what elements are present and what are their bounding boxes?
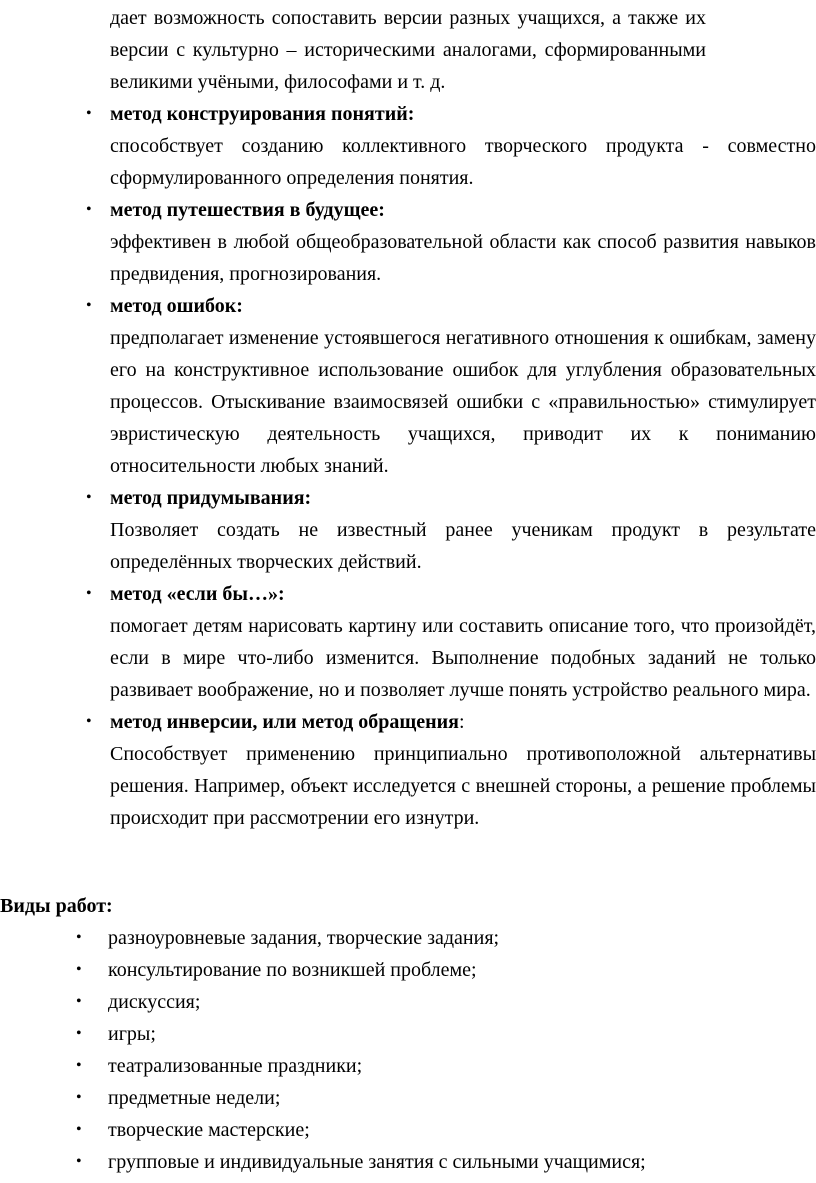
methods-section bbox=[0, 2, 816, 834]
bullet-icon: • bbox=[76, 1121, 82, 1138]
list-item: • групповые и индивидуальные занятия с сильными учащимися; bbox=[0, 1146, 816, 1178]
method-item bbox=[0, 290, 816, 482]
method-title: метод придумывания: bbox=[110, 487, 312, 509]
list-item: • дискуссия; bbox=[0, 986, 816, 1018]
method-item bbox=[0, 98, 816, 194]
method-description: Позволяет создать не известный ранее ученикам продукт в результате определённых творческих действий. bbox=[110, 519, 816, 573]
bullet-icon: • bbox=[76, 1057, 82, 1074]
method-title: метод ошибок: bbox=[110, 295, 243, 317]
method-title: метод путешествия в будущее: bbox=[110, 199, 385, 221]
method-description: предполагает изменение устоявшегося негативного отношения к ошибкам, замену его на конструктивное использование ошибок для углубления образовательных процессов. Отыскивание взаимосвязей ошибки с «правильностью» стимулирует эвристическую деятельность учащихся, приводит их к пониманию относительности любых знаний. bbox=[110, 327, 816, 477]
bullet-icon: • bbox=[76, 1025, 82, 1042]
works-list bbox=[0, 922, 816, 1178]
bullet-icon: • bbox=[76, 1153, 82, 1170]
bullet-icon: • bbox=[86, 713, 92, 730]
bullet-icon: • bbox=[86, 585, 92, 602]
method-title: метод конструирования понятий: bbox=[110, 103, 415, 125]
method-item bbox=[0, 706, 816, 834]
method-title: метод инверсии, или метод обращения: bbox=[110, 711, 465, 733]
bullet-icon: • bbox=[76, 929, 82, 946]
bullet-icon: • bbox=[86, 105, 92, 122]
bullet-icon: • bbox=[76, 1089, 82, 1106]
bullet-icon: • bbox=[76, 961, 82, 978]
list-item: • консультирование по возникшей проблеме; bbox=[0, 954, 816, 986]
method-description: способствует созданию коллективного творческого продукта - совместно сформулированного определения понятия. bbox=[110, 135, 816, 189]
list-item: • театрализованные праздники; bbox=[0, 1050, 816, 1082]
method-description: эффективен в любой общеобразовательной области как способ развития навыков предвидения, прогнозирования. bbox=[110, 231, 816, 285]
list-item: • разноуровневые задания, творческие задания; bbox=[0, 922, 816, 954]
list-item: • предметные недели; bbox=[0, 1082, 816, 1114]
method-title: метод «если бы…»: bbox=[110, 583, 285, 605]
list-item: • игры; bbox=[0, 1018, 816, 1050]
bullet-icon: • bbox=[86, 201, 92, 218]
intro-paragraph: дает возможность сопоставить версии разных учащихся, а также их версии с культурно – историческими аналогами, сформированными великими учёными, философами и т. д. bbox=[110, 7, 706, 93]
method-description: Способствует применению принципиально противоположной альтернативы решения. Например, объект исследуется с внешней стороны, а решение проблемы происходит при рассмотрении его изнутри. bbox=[110, 743, 816, 829]
method-item bbox=[0, 194, 816, 290]
bullet-icon: • bbox=[76, 993, 82, 1010]
method-description: помогает детям нарисовать картину или составить описание того, что произойдёт, если в мире что-либо изменится. Выполнение подобных заданий не только развивает воображение, но и позволяет лучше понять устройство реального мира. bbox=[110, 615, 816, 701]
method-item bbox=[0, 482, 816, 578]
works-heading: Виды работ: bbox=[0, 895, 113, 917]
method-item bbox=[0, 578, 816, 706]
bullet-icon: • bbox=[86, 297, 92, 314]
list-item: • творческие мастерские; bbox=[0, 1114, 816, 1146]
bullet-icon: • bbox=[86, 489, 92, 506]
